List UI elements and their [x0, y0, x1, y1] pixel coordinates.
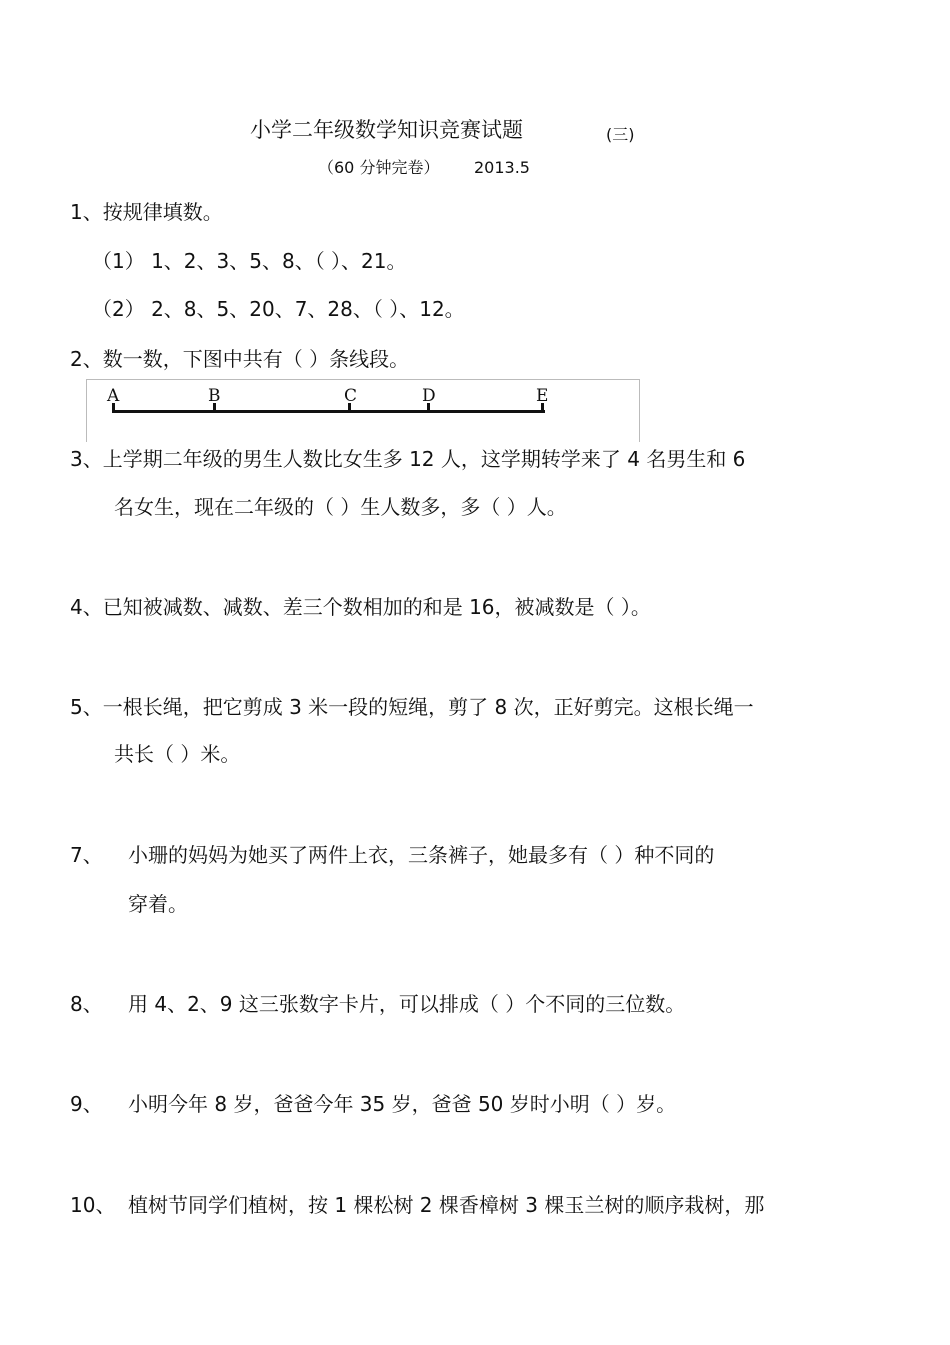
- series-label: (三): [606, 125, 635, 144]
- line-segment: [113, 410, 545, 413]
- question-7-line-2: 穿着。: [128, 892, 188, 916]
- question-9-number: 9、: [70, 1092, 103, 1116]
- question-2-stem: 2、数一数，下图中共有（ ）条线段。: [70, 347, 410, 371]
- question-8-number: 8、: [70, 992, 103, 1016]
- question-7-line-1: 小珊的妈妈为她买了两件上衣，三条裤子，她最多有（ ）种不同的: [128, 843, 715, 867]
- question-8-line-1: 用 4、2、9 这三张数字卡片，可以排成（ ）个不同的三位数。: [128, 992, 686, 1016]
- question-7-number: 7、: [70, 843, 103, 867]
- question-4-line-1: 4、已知被减数、减数、差三个数相加的和是 16，被减数是（ ）。: [70, 595, 651, 619]
- question-3-line-2: 名女生，现在二年级的（ ）生人数多，多（ ）人。: [114, 495, 567, 519]
- page-title: 小学二年级数学知识竞赛试题: [250, 118, 523, 142]
- point-label-e: E: [536, 386, 549, 406]
- question-5-line-2: 共长（ ）米。: [114, 742, 241, 766]
- question-9-line-1: 小明今年 8 岁，爸爸今年 35 岁，爸爸 50 岁时小明（ ）岁。: [128, 1092, 677, 1116]
- question-1-sub-2: （2） 2、8、5、20、7、28、（ ）、12。: [92, 297, 465, 321]
- point-label-c: C: [344, 386, 358, 406]
- question-3-line-1: 3、上学期二年级的男生人数比女生多 12 人，这学期转学来了 4 名男生和 6: [70, 447, 746, 471]
- point-label-b: B: [208, 386, 221, 406]
- point-label-d: D: [422, 386, 436, 406]
- question-10-number: 10、: [70, 1193, 116, 1217]
- question-10-line-1: 植树节同学们植树，按 1 棵松树 2 棵香樟树 3 棵玉兰树的顺序栽树，那: [128, 1193, 765, 1217]
- exam-date: 2013.5: [474, 158, 530, 177]
- point-label-a: A: [107, 386, 120, 406]
- time-note: （60 分钟完卷）: [318, 158, 440, 177]
- question-5-line-1: 5、一根长绳，把它剪成 3 米一段的短绳，剪了 8 次，正好剪完。这根长绳一: [70, 695, 754, 719]
- question-1-stem: 1、按规律填数。: [70, 200, 223, 224]
- question-1-sub-1: （1） 1、2、3、5、8、（ ）、21。: [92, 249, 407, 273]
